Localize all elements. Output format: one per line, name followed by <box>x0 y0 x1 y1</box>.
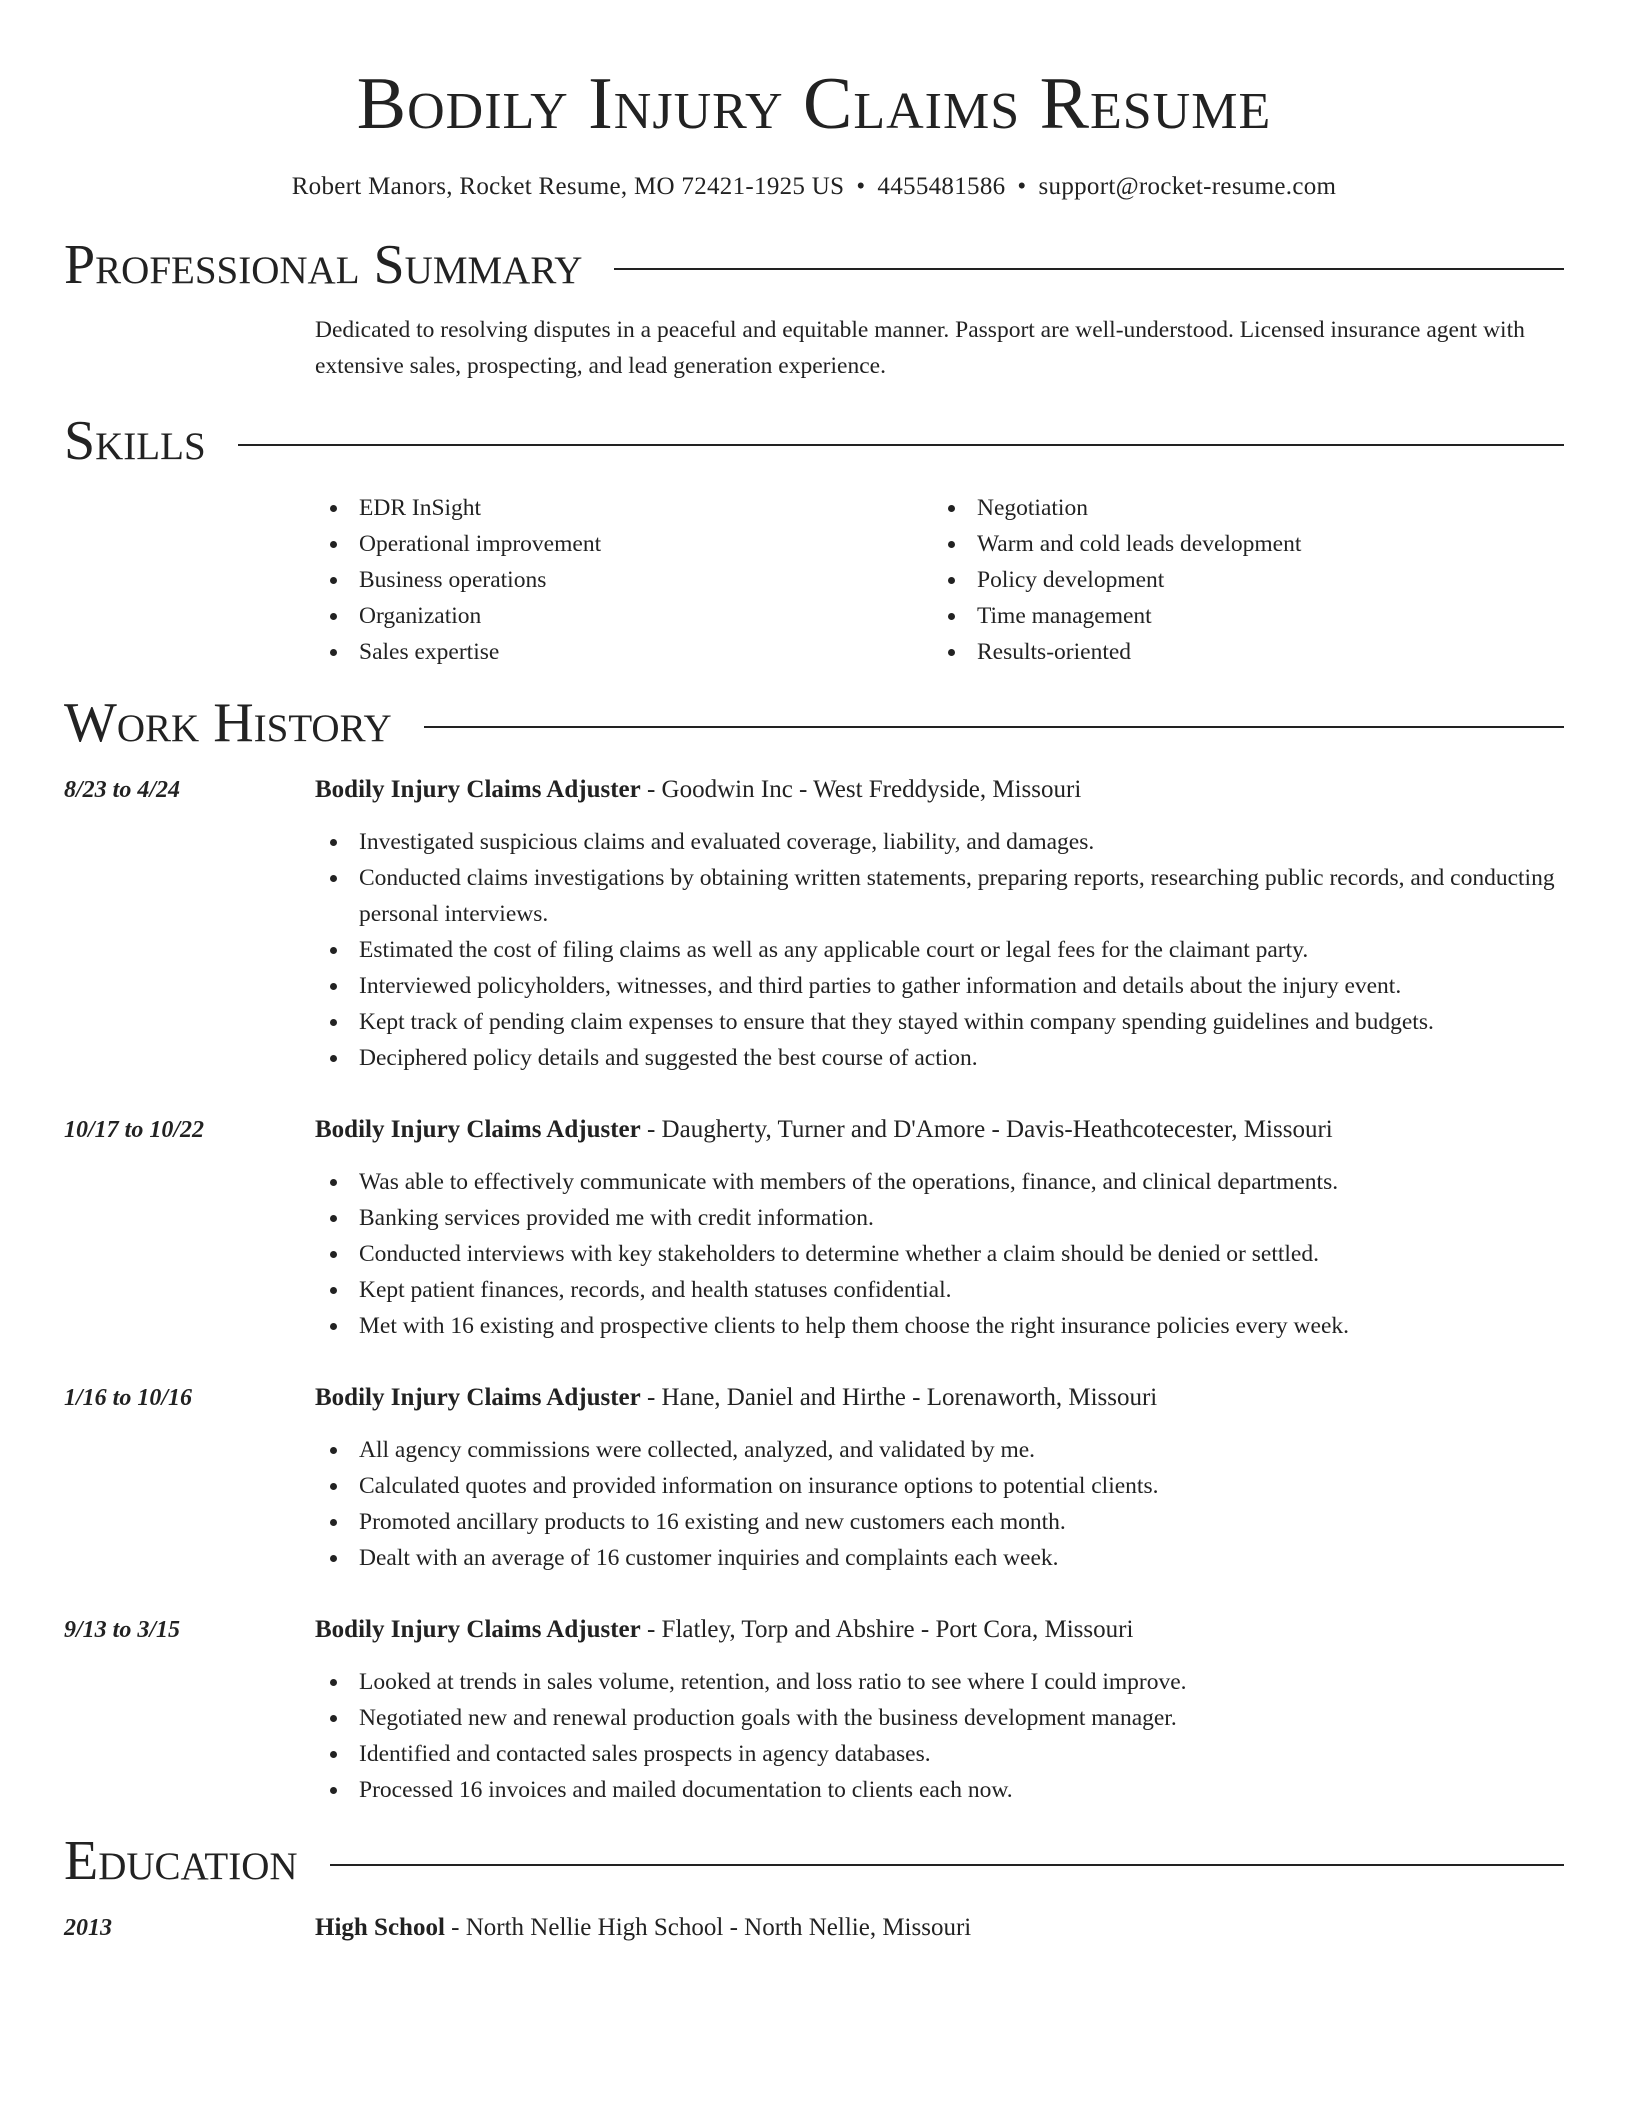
job-employer: - Hane, Daniel and Hirthe - Lorenaworth, Missouri <box>640 1384 1158 1411</box>
job-bullet: Conducted claims investigations by obtaining written statements, preparing reports, researching public records, and conducting personal interviews. <box>359 860 1564 932</box>
job-title: Bodily Injury Claims Adjuster <box>315 1116 641 1143</box>
job-bullets <box>315 824 1564 1076</box>
job-entry <box>64 772 1564 1076</box>
job-bullets <box>315 1664 1564 1808</box>
summary-section-title: Professional Summary <box>64 234 583 296</box>
job-bullet: Calculated quotes and provided information on insurance options to potential clients. <box>359 1468 1564 1504</box>
skill-item: Negotiation <box>977 490 1301 526</box>
job-entry <box>64 1380 1564 1576</box>
job-employer: - Flatley, Torp and Abshire - Port Cora, Missouri <box>640 1616 1134 1643</box>
job-title: Bodily Injury Claims Adjuster <box>315 1384 641 1411</box>
education-degree: High School <box>315 1914 445 1941</box>
education-heading <box>315 1910 1564 1946</box>
job-heading <box>315 1612 1564 1648</box>
job-dates: 1/16 to 10/16 <box>64 1385 193 1411</box>
job-dates: 10/17 to 10/22 <box>64 1117 205 1143</box>
contact-line <box>64 172 1564 202</box>
job-body <box>315 1612 1564 1808</box>
job-body <box>315 1112 1564 1344</box>
job-entry <box>64 1112 1564 1344</box>
job-heading <box>315 772 1564 808</box>
skills-section-header <box>64 410 1564 472</box>
work-section-header <box>64 692 1564 754</box>
contact-email: support@rocket-resume.com <box>1038 173 1337 200</box>
job-bullet: Was able to effectively communicate with members of the operations, finance, and clinical departments. <box>359 1164 1564 1200</box>
education-school: - North Nellie High School - North Nellie, Missouri <box>444 1914 972 1941</box>
skill-item: Sales expertise <box>359 634 933 670</box>
skills-column-1 <box>315 490 933 670</box>
section-divider <box>238 444 1564 446</box>
summary-section-header <box>64 234 1564 296</box>
skill-item: Time management <box>977 598 1301 634</box>
education-section-title: Education <box>64 1830 298 1892</box>
job-bullet: Kept patient finances, records, and health statuses confidential. <box>359 1272 1564 1308</box>
job-bullet: Met with 16 existing and prospective clients to help them choose the right insurance policies every week. <box>359 1308 1564 1344</box>
job-bullet: Dealt with an average of 16 customer inquiries and complaints each week. <box>359 1540 1564 1576</box>
job-employer: - Daugherty, Turner and D'Amore - Davis-Heathcotecester, Missouri <box>640 1116 1333 1143</box>
education-body <box>315 1910 1564 1946</box>
resume-title: Bodily Injury Claims Resume <box>356 63 1272 145</box>
job-heading <box>315 1112 1564 1148</box>
job-title: Bodily Injury Claims Adjuster <box>315 776 641 803</box>
education-entry <box>64 1910 1564 1946</box>
job-bullet: Promoted ancillary products to 16 existing and new customers each month. <box>359 1504 1564 1540</box>
job-body <box>315 772 1564 1076</box>
skill-item: EDR InSight <box>359 490 933 526</box>
job-bullet: Looked at trends in sales volume, retention, and loss ratio to see where I could improve. <box>359 1664 1564 1700</box>
skills-column-2 <box>933 490 1301 670</box>
job-bullet: Kept track of pending claim expenses to ensure that they stayed within company spending guidelines and budgets. <box>359 1004 1564 1040</box>
skills-section-title: Skills <box>64 410 206 472</box>
education-dates: 2013 <box>64 1915 112 1941</box>
skill-item: Organization <box>359 598 933 634</box>
job-bullet: Processed 16 invoices and mailed documentation to clients each now. <box>359 1772 1564 1808</box>
summary-text: Dedicated to resolving disputes in a peaceful and equitable manner. Passport are well-understood. Licensed insurance agent with extensive sales, prospecting, and lead generation experience. <box>315 317 1525 379</box>
section-divider <box>330 1864 1564 1866</box>
job-dates: 8/23 to 4/24 <box>64 777 181 803</box>
skill-item: Operational improvement <box>359 526 933 562</box>
job-bullet: Identified and contacted sales prospects in agency databases. <box>359 1736 1564 1772</box>
job-bullet: Conducted interviews with key stakeholders to determine whether a claim should be denied or settled. <box>359 1236 1564 1272</box>
skill-item: Results-oriented <box>977 634 1301 670</box>
skill-item: Warm and cold leads development <box>977 526 1301 562</box>
job-bullets <box>315 1164 1564 1344</box>
skill-item: Business operations <box>359 562 933 598</box>
skill-item: Policy development <box>977 562 1301 598</box>
job-bullet: All agency commissions were collected, analyzed, and validated by me. <box>359 1432 1564 1468</box>
job-bullet: Interviewed policyholders, witnesses, and third parties to gather information and details about the injury event. <box>359 968 1564 1004</box>
contact-phone: 4455481586 <box>877 173 1006 200</box>
job-bullet: Estimated the cost of filing claims as well as any applicable court or legal fees for the claimant party. <box>359 932 1564 968</box>
section-divider <box>424 726 1564 728</box>
job-employer: - Goodwin Inc - West Freddyside, Missouri <box>640 776 1082 803</box>
job-dates: 9/13 to 3/15 <box>64 1617 181 1643</box>
contact-address: Robert Manors, Rocket Resume, MO 72421-1925 US <box>291 173 845 200</box>
skills-list <box>315 490 1564 670</box>
job-bullets <box>315 1432 1564 1576</box>
job-title: Bodily Injury Claims Adjuster <box>315 1616 641 1643</box>
education-section-header <box>64 1830 1564 1892</box>
job-bullet: Investigated suspicious claims and evaluated coverage, liability, and damages. <box>359 824 1564 860</box>
contact-separator: • <box>856 173 866 200</box>
job-heading <box>315 1380 1564 1416</box>
work-section-title: Work History <box>64 692 392 754</box>
contact-separator: • <box>1017 173 1027 200</box>
job-body <box>315 1380 1564 1576</box>
job-entry <box>64 1612 1564 1808</box>
section-divider <box>614 268 1564 270</box>
job-bullet: Negotiated new and renewal production goals with the business development manager. <box>359 1700 1564 1736</box>
job-bullet: Deciphered policy details and suggested the best course of action. <box>359 1040 1564 1076</box>
job-bullet: Banking services provided me with credit information. <box>359 1200 1564 1236</box>
